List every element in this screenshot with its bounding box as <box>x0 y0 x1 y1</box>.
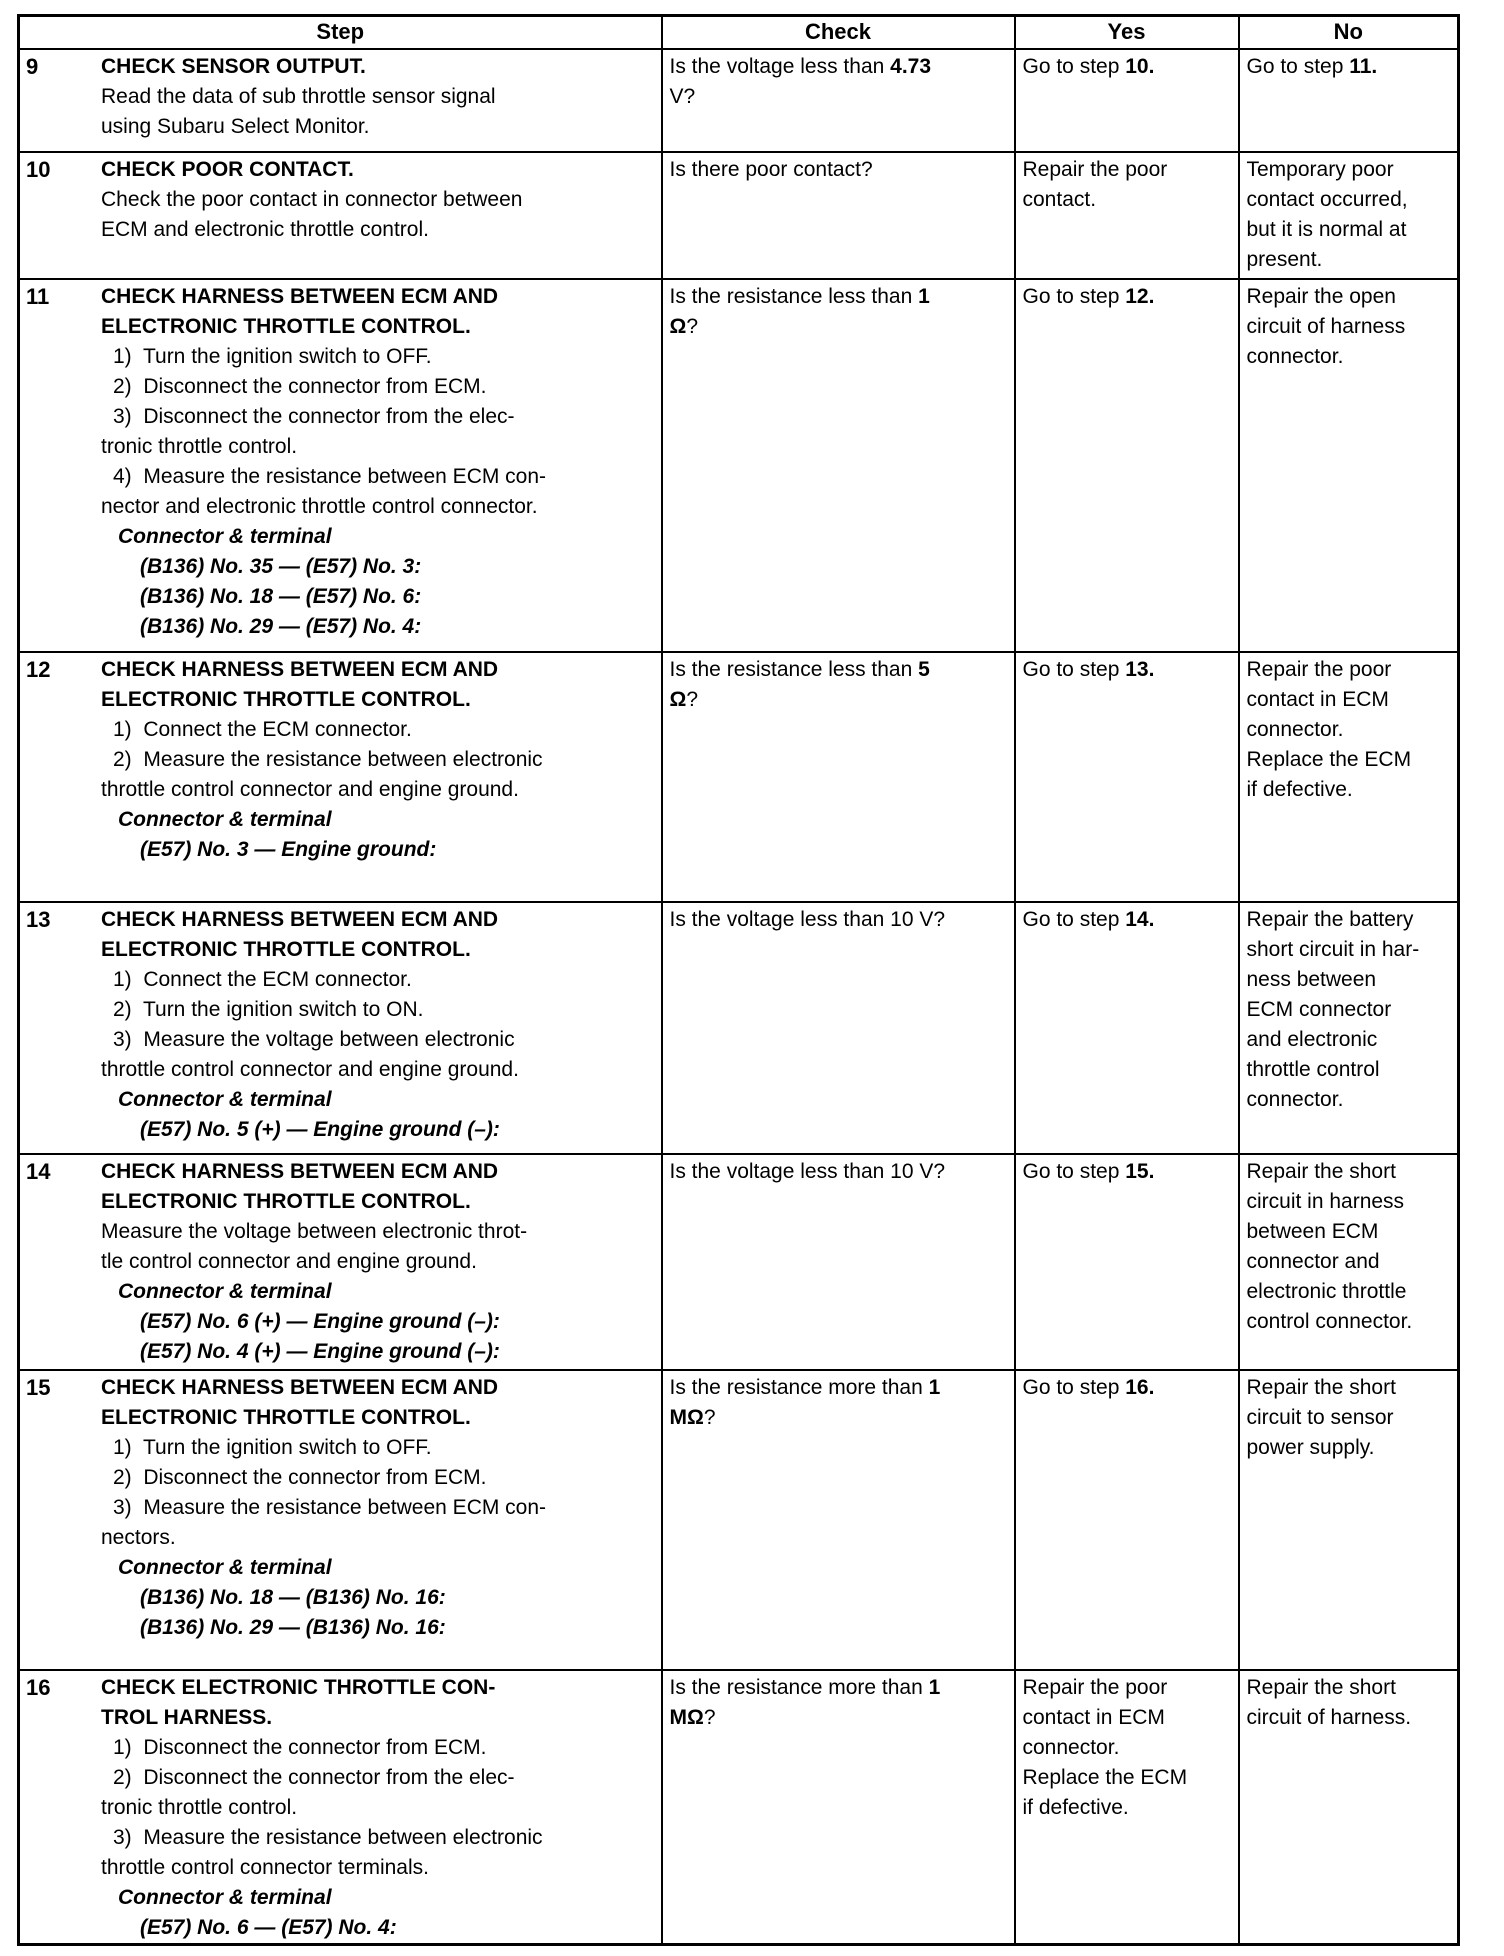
step-line: CHECK HARNESS BETWEEN ECM AND <box>101 284 499 308</box>
no-line <box>1247 745 1455 775</box>
no-line <box>1247 52 1455 82</box>
check-cell <box>662 49 1015 152</box>
step-line: nector and electronic throttle control connector. <box>101 494 538 518</box>
check-text: 1 <box>928 1375 941 1399</box>
no-line <box>1247 282 1455 312</box>
step-line: CHECK ELECTRONIC THROTTLE CON- <box>101 1675 496 1699</box>
no-text: 11. <box>1349 54 1378 78</box>
no-line <box>1247 775 1455 805</box>
step-line: throttle control connector and engine ground. <box>101 777 519 801</box>
no-text: short circuit in har- <box>1246 937 1420 961</box>
yes-text: Go to step <box>1022 1375 1126 1399</box>
step-line: 1) Turn the ignition switch to OFF. <box>113 344 432 368</box>
step-line: using Subaru Select Monitor. <box>101 114 370 138</box>
check-text: Is the resistance less than <box>669 657 919 681</box>
step-line: CHECK HARNESS BETWEEN ECM AND <box>101 657 499 681</box>
no-text: Repair the short <box>1246 1375 1396 1399</box>
check-text: Is the voltage less than 10 V? <box>669 907 946 931</box>
step-line: (B136) No. 29 — (E57) No. 4: <box>140 614 422 638</box>
step-line: tronic throttle control. <box>101 1795 298 1819</box>
step-line: 3) Disconnect the connector from the elec- <box>113 404 515 428</box>
step-number: 12 <box>26 656 51 682</box>
check-cell <box>662 1370 1015 1670</box>
step-line: tronic throttle control. <box>101 434 298 458</box>
step-wrap <box>20 903 661 1145</box>
table-row <box>19 1154 1459 1370</box>
yes-cell <box>1015 652 1239 902</box>
step-line: Connector & terminal <box>118 1087 332 1111</box>
no-line <box>1247 1403 1455 1433</box>
no-line <box>1247 1673 1455 1703</box>
header-check: Check <box>662 16 1015 49</box>
step-line: 2) Disconnect the connector from ECM. <box>113 1465 487 1489</box>
step-wrap <box>20 653 661 865</box>
check-text: 1 <box>918 284 930 308</box>
step-line: ELECTRONIC THROTTLE CONTROL. <box>101 314 471 338</box>
no-text: and electronic <box>1246 1027 1378 1051</box>
step-number: 16 <box>26 1674 51 1700</box>
table-body <box>19 49 1459 1945</box>
check-text: ? <box>686 314 699 338</box>
yes-text: Go to step <box>1022 284 1126 308</box>
yes-line <box>1023 655 1235 685</box>
check-cell <box>662 152 1015 279</box>
step-line: throttle control connector and engine ground. <box>101 1057 519 1081</box>
yes-line <box>1023 155 1235 185</box>
step-number: 14 <box>26 1158 51 1184</box>
table-header <box>19 16 1459 49</box>
yes-line <box>1023 905 1235 935</box>
no-line <box>1247 215 1455 245</box>
check-text: Ω <box>669 687 687 711</box>
step-line: 2) Measure the resistance between electronic <box>113 747 543 771</box>
check-line <box>670 282 1011 312</box>
no-text: ECM connector <box>1246 997 1392 1021</box>
step-line: 2) Turn the ignition switch to ON. <box>113 997 424 1021</box>
step-line: (E57) No. 3 — Engine ground: <box>140 837 437 861</box>
step-number: 13 <box>26 906 51 932</box>
no-text: Repair the open <box>1246 284 1396 308</box>
no-line <box>1247 935 1455 965</box>
no-line <box>1247 965 1455 995</box>
check-text: Is there poor contact? <box>669 157 873 181</box>
step-line: ELECTRONIC THROTTLE CONTROL. <box>101 937 471 961</box>
no-line <box>1247 1157 1455 1187</box>
step-line: ELECTRONIC THROTTLE CONTROL. <box>101 687 471 711</box>
check-line <box>670 312 1011 342</box>
step-cell <box>19 652 662 902</box>
no-line <box>1247 1433 1455 1463</box>
table-row <box>19 49 1459 152</box>
yes-cell <box>1015 1670 1239 1945</box>
step-line: (B136) No. 18 — (B136) No. 16: <box>140 1585 446 1609</box>
yes-line <box>1023 1157 1235 1187</box>
yes-text: contact. <box>1022 187 1097 211</box>
no-text: circuit of harness. <box>1246 1705 1412 1729</box>
no-text: between ECM <box>1246 1219 1379 1243</box>
check-line <box>670 1373 1011 1403</box>
step-line: Measure the voltage between electronic throt- <box>101 1219 528 1243</box>
step-line: 3) Measure the resistance between electronic <box>113 1825 543 1849</box>
check-text: V? <box>669 84 696 108</box>
no-cell <box>1239 152 1459 279</box>
check-text: 4.73 <box>890 54 932 78</box>
header-yes: Yes <box>1015 16 1239 49</box>
step-content <box>101 1157 661 1367</box>
yes-text: Repair the poor <box>1022 1675 1168 1699</box>
no-text: Temporary poor <box>1246 157 1394 181</box>
step-cell <box>19 1154 662 1370</box>
table-row <box>19 652 1459 902</box>
step-line: throttle control connector terminals. <box>101 1855 429 1879</box>
step-content <box>101 1673 661 1943</box>
yes-text: contact in ECM <box>1022 1705 1165 1729</box>
no-text: connector and <box>1246 1249 1380 1273</box>
yes-cell <box>1015 1154 1239 1370</box>
step-number: 10 <box>26 156 51 182</box>
no-line <box>1247 155 1455 185</box>
yes-text: if defective. <box>1022 1795 1129 1819</box>
check-line <box>670 685 1011 715</box>
step-line: 1) Connect the ECM connector. <box>113 717 412 741</box>
no-cell <box>1239 1670 1459 1945</box>
table-row <box>19 1670 1459 1945</box>
yes-cell <box>1015 1370 1239 1670</box>
yes-text: Go to step <box>1022 1159 1126 1183</box>
step-wrap <box>20 153 661 245</box>
no-text: electronic throttle <box>1246 1279 1407 1303</box>
step-line: CHECK HARNESS BETWEEN ECM AND <box>101 1375 499 1399</box>
no-text: control connector. <box>1246 1309 1413 1333</box>
no-text: connector. <box>1246 717 1344 741</box>
step-line: Connector & terminal <box>118 807 332 831</box>
no-text: present. <box>1246 247 1323 271</box>
step-line: 3) Measure the resistance between ECM con- <box>113 1495 547 1519</box>
yes-line <box>1023 185 1235 215</box>
no-text: Go to step <box>1246 54 1350 78</box>
step-line: CHECK HARNESS BETWEEN ECM AND <box>101 907 499 931</box>
check-text: Ω <box>669 314 687 338</box>
no-line <box>1247 312 1455 342</box>
no-line <box>1247 1703 1455 1733</box>
yes-text: 12. <box>1125 284 1155 308</box>
step-line: (B136) No. 18 — (E57) No. 6: <box>140 584 422 608</box>
yes-text: 10. <box>1125 54 1155 78</box>
yes-text: 15. <box>1125 1159 1155 1183</box>
yes-line <box>1023 282 1235 312</box>
no-cell <box>1239 279 1459 652</box>
check-line <box>670 155 1011 185</box>
check-line <box>670 82 1011 112</box>
header-no: No <box>1239 16 1459 49</box>
no-text: Repair the poor <box>1246 657 1392 681</box>
yes-line <box>1023 1763 1235 1793</box>
no-text: throttle control <box>1246 1057 1380 1081</box>
step-content <box>101 905 661 1145</box>
yes-text: Go to step <box>1022 54 1126 78</box>
check-line <box>670 1403 1011 1433</box>
no-cell <box>1239 902 1459 1154</box>
check-text: ? <box>686 687 699 711</box>
check-text: Is the resistance more than <box>669 1375 929 1399</box>
step-line: Read the data of sub throttle sensor signal <box>101 84 496 108</box>
step-cell <box>19 49 662 152</box>
step-wrap <box>20 1371 661 1643</box>
check-line <box>670 1703 1011 1733</box>
no-line <box>1247 655 1455 685</box>
step-number: 15 <box>26 1374 51 1400</box>
step-line: (E57) No. 6 — (E57) No. 4: <box>140 1915 397 1939</box>
no-line <box>1247 185 1455 215</box>
yes-line <box>1023 1703 1235 1733</box>
check-text: Is the resistance less than <box>669 284 919 308</box>
step-line: 2) Disconnect the connector from ECM. <box>113 374 487 398</box>
check-line <box>670 905 1011 935</box>
step-line: 1) Connect the ECM connector. <box>113 967 412 991</box>
step-line: 1) Disconnect the connector from ECM. <box>113 1735 487 1759</box>
yes-text: connector. <box>1022 1735 1120 1759</box>
check-text: 5 <box>918 657 930 681</box>
step-number: 11 <box>26 283 50 309</box>
step-line: 2) Disconnect the connector from the elec- <box>113 1765 515 1789</box>
yes-text: Repair the poor <box>1022 157 1168 181</box>
step-cell <box>19 279 662 652</box>
step-content <box>101 655 661 865</box>
no-text: ness between <box>1246 967 1377 991</box>
check-line <box>670 1673 1011 1703</box>
step-wrap <box>20 1671 661 1943</box>
yes-text: 13. <box>1125 657 1155 681</box>
no-text: contact in ECM <box>1246 687 1389 711</box>
step-cell <box>19 902 662 1154</box>
no-line <box>1247 1025 1455 1055</box>
no-line <box>1247 1307 1455 1337</box>
step-wrap <box>20 50 661 142</box>
step-line: nectors. <box>101 1525 176 1549</box>
table-row <box>19 902 1459 1154</box>
yes-text: Go to step <box>1022 657 1126 681</box>
no-line <box>1247 995 1455 1025</box>
step-content <box>101 282 661 642</box>
no-text: but it is normal at <box>1246 217 1407 241</box>
no-line <box>1247 685 1455 715</box>
no-line <box>1247 1277 1455 1307</box>
check-cell <box>662 902 1015 1154</box>
step-line: (B136) No. 29 — (B136) No. 16: <box>140 1615 446 1639</box>
check-cell <box>662 1670 1015 1945</box>
no-text: circuit to sensor <box>1246 1405 1394 1429</box>
yes-line <box>1023 1373 1235 1403</box>
no-line <box>1247 1247 1455 1277</box>
header-step: Step <box>19 16 662 49</box>
step-line: CHECK POOR CONTACT. <box>101 157 354 181</box>
no-line <box>1247 715 1455 745</box>
no-text: if defective. <box>1246 777 1353 801</box>
step-line: (E57) No. 4 (+) — Engine ground (–): <box>140 1339 500 1363</box>
step-line: (B136) No. 35 — (E57) No. 3: <box>140 554 422 578</box>
no-line <box>1247 1085 1455 1115</box>
step-cell <box>19 1370 662 1670</box>
step-cell <box>19 152 662 279</box>
no-line <box>1247 245 1455 275</box>
step-line: (E57) No. 6 (+) — Engine ground (–): <box>140 1309 500 1333</box>
no-line <box>1247 342 1455 372</box>
step-line: ECM and electronic throttle control. <box>101 217 429 241</box>
no-text: Repair the short <box>1246 1159 1396 1183</box>
no-text: circuit in harness <box>1246 1189 1405 1213</box>
no-cell <box>1239 49 1459 152</box>
check-cell <box>662 652 1015 902</box>
check-line <box>670 655 1011 685</box>
yes-line <box>1023 1733 1235 1763</box>
yes-cell <box>1015 152 1239 279</box>
step-wrap <box>20 1155 661 1367</box>
yes-text: Go to step <box>1022 907 1126 931</box>
step-line: Check the poor contact in connector between <box>101 187 523 211</box>
no-text: Repair the battery <box>1246 907 1414 931</box>
header-row <box>19 16 1459 49</box>
check-text: ? <box>703 1405 716 1429</box>
step-line: 1) Turn the ignition switch to OFF. <box>113 1435 432 1459</box>
step-line: Connector & terminal <box>118 1279 332 1303</box>
step-content <box>101 52 661 142</box>
table-row <box>19 152 1459 279</box>
no-text: contact occurred, <box>1246 187 1408 211</box>
no-cell <box>1239 1370 1459 1670</box>
step-line: CHECK HARNESS BETWEEN ECM AND <box>101 1159 499 1183</box>
no-line <box>1247 1187 1455 1217</box>
check-cell <box>662 279 1015 652</box>
yes-line <box>1023 52 1235 82</box>
no-line <box>1247 905 1455 935</box>
yes-text: 16. <box>1125 1375 1155 1399</box>
yes-cell <box>1015 49 1239 152</box>
no-text: connector. <box>1246 344 1344 368</box>
check-text: Is the voltage less than 10 V? <box>669 1159 946 1183</box>
no-text: Repair the short <box>1246 1675 1396 1699</box>
check-text: Is the resistance more than <box>669 1675 929 1699</box>
check-text: Is the voltage less than <box>669 54 891 78</box>
step-cell <box>19 1670 662 1945</box>
step-line: CHECK SENSOR OUTPUT. <box>101 54 366 78</box>
no-cell <box>1239 652 1459 902</box>
no-line <box>1247 1373 1455 1403</box>
check-cell <box>662 1154 1015 1370</box>
yes-cell <box>1015 279 1239 652</box>
check-text: MΩ <box>669 1405 704 1429</box>
check-line <box>670 1157 1011 1187</box>
yes-line <box>1023 1673 1235 1703</box>
check-line <box>670 52 1011 82</box>
yes-text: Replace the ECM <box>1022 1765 1188 1789</box>
no-line <box>1247 1055 1455 1085</box>
step-line: Connector & terminal <box>118 1555 332 1579</box>
step-line: ELECTRONIC THROTTLE CONTROL. <box>101 1405 471 1429</box>
yes-cell <box>1015 902 1239 1154</box>
step-line: 3) Measure the voltage between electronic <box>113 1027 515 1051</box>
step-content <box>101 155 661 245</box>
check-text: 1 <box>928 1675 941 1699</box>
step-content <box>101 1373 661 1643</box>
step-line: (E57) No. 5 (+) — Engine ground (–): <box>140 1117 500 1141</box>
no-text: Replace the ECM <box>1246 747 1412 771</box>
step-line: TROL HARNESS. <box>101 1705 273 1729</box>
check-text: MΩ <box>669 1705 704 1729</box>
step-line: Connector & terminal <box>118 524 332 548</box>
step-wrap <box>20 280 661 642</box>
step-line: Connector & terminal <box>118 1885 332 1909</box>
no-text: circuit of harness <box>1246 314 1406 338</box>
step-number: 9 <box>26 53 39 79</box>
diagnostic-table <box>17 14 1460 1946</box>
check-text: ? <box>703 1705 716 1729</box>
no-line <box>1247 1217 1455 1247</box>
yes-text: 14. <box>1125 907 1155 931</box>
step-line: tle control connector and engine ground. <box>101 1249 477 1273</box>
step-line: ELECTRONIC THROTTLE CONTROL. <box>101 1189 471 1213</box>
table-row <box>19 279 1459 652</box>
table-row <box>19 1370 1459 1670</box>
no-cell <box>1239 1154 1459 1370</box>
yes-line <box>1023 1793 1235 1823</box>
step-line: 4) Measure the resistance between ECM con- <box>113 464 547 488</box>
no-text: power supply. <box>1246 1435 1375 1459</box>
no-text: connector. <box>1246 1087 1344 1111</box>
